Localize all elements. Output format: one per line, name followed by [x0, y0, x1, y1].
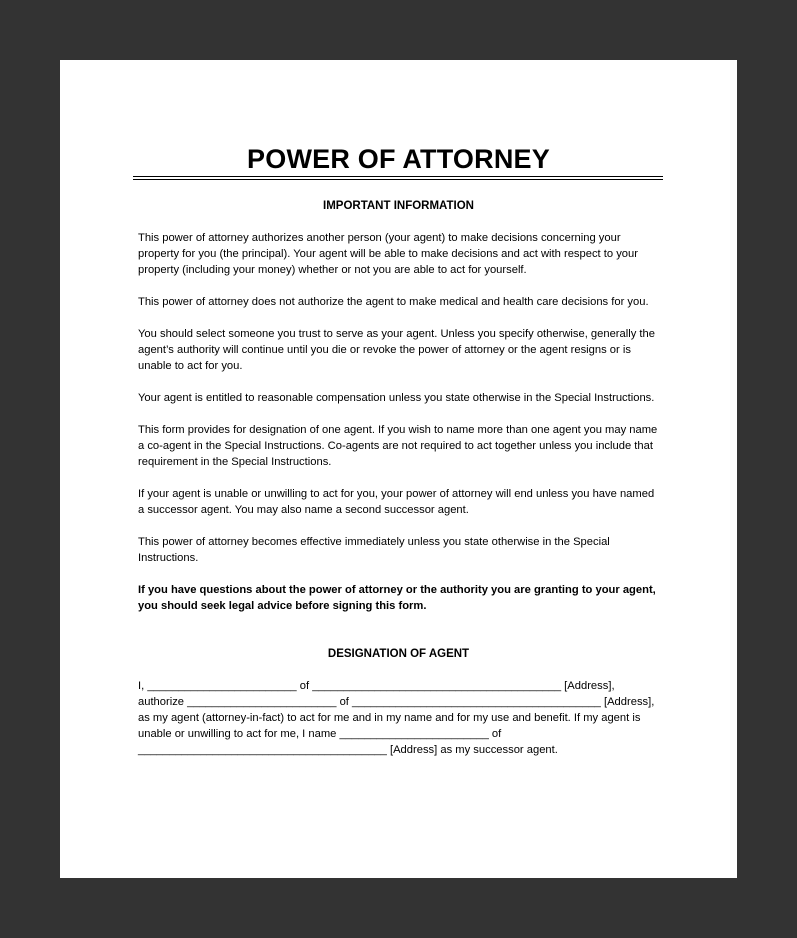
- text-line: a successor agent. You may also name a second successor agent.: [138, 504, 469, 516]
- designation-line-successor: unable or unwilling to act for me, I name ________________________ of: [138, 728, 502, 740]
- text-line: Instructions.: [138, 552, 199, 564]
- text-line: Your agent is entitled to reasonable compensation unless you state otherwise in the Special Instructions.: [138, 392, 655, 404]
- paragraph-select-agent: [138, 326, 658, 374]
- paragraph-successor-agent: [138, 486, 658, 518]
- text-line: requirement in the Special Instructions.: [138, 456, 332, 468]
- text-line: This power of attorney does not authorize the agent to make medical and health care decisions for you.: [138, 296, 649, 308]
- text-line: This power of attorney becomes effective immediately unless you state otherwise in the Special: [138, 536, 610, 548]
- paragraph-compensation: [138, 390, 658, 406]
- text-line: property for you (the principal). Your agent will be able to make decisions and act with respect to your: [138, 248, 638, 260]
- text-line: you should seek legal advice before signing this form.: [138, 600, 427, 612]
- text-line: agent’s authority will continue until you die or revoke the power of attorney or the agent resigns or is: [138, 344, 631, 356]
- text-line: This form provides for designation of one agent. If you wish to name more than one agent you may name: [138, 424, 658, 436]
- document-title: POWER OF ATTORNEY: [247, 144, 550, 174]
- text-line: unable to act for you.: [138, 360, 243, 372]
- designation-line-successor-address: ________________________________________ [Address] as my successor agent.: [138, 744, 558, 756]
- text-line: If you have questions about the power of attorney or the authority you are granting to your agent,: [138, 584, 656, 596]
- paragraph-legal-advice: [138, 582, 658, 614]
- designation-of-agent-heading: DESIGNATION OF AGENT: [327, 648, 470, 660]
- paragraph-co-agent: [138, 422, 658, 470]
- text-line: a co-agent in the Special Instructions. Co-agents are not required to act together unless you include that: [138, 440, 653, 452]
- text-line: You should select someone you trust to serve as your agent. Unless you specify otherwise, generally the: [138, 328, 655, 340]
- designation-line-purpose: as my agent (attorney-in-fact) to act for me and in my name and for my use and benefit. If my agent is: [138, 712, 641, 724]
- text-line: property (including your money) whether or not you are able to act for yourself.: [138, 264, 527, 276]
- paragraph-agent-authority: [138, 230, 658, 278]
- paragraph-effective: [138, 534, 658, 566]
- designation-form-block: [138, 678, 658, 758]
- paragraph-no-medical: [138, 294, 658, 310]
- designation-line-agent: authorize ________________________ of ________________________________________ [Address],: [138, 696, 655, 708]
- text-line: If your agent is unable or unwilling to act for you, your power of attorney will end unless you have named: [138, 488, 655, 500]
- document-page: [60, 60, 737, 878]
- important-information-heading: IMPORTANT INFORMATION: [323, 200, 474, 212]
- title-double-rule: [133, 176, 663, 180]
- text-line: This power of attorney authorizes another person (your agent) to make decisions concerning your: [138, 232, 621, 244]
- designation-line-principal: I, ________________________ of ________________________________________ [Address],: [138, 680, 615, 692]
